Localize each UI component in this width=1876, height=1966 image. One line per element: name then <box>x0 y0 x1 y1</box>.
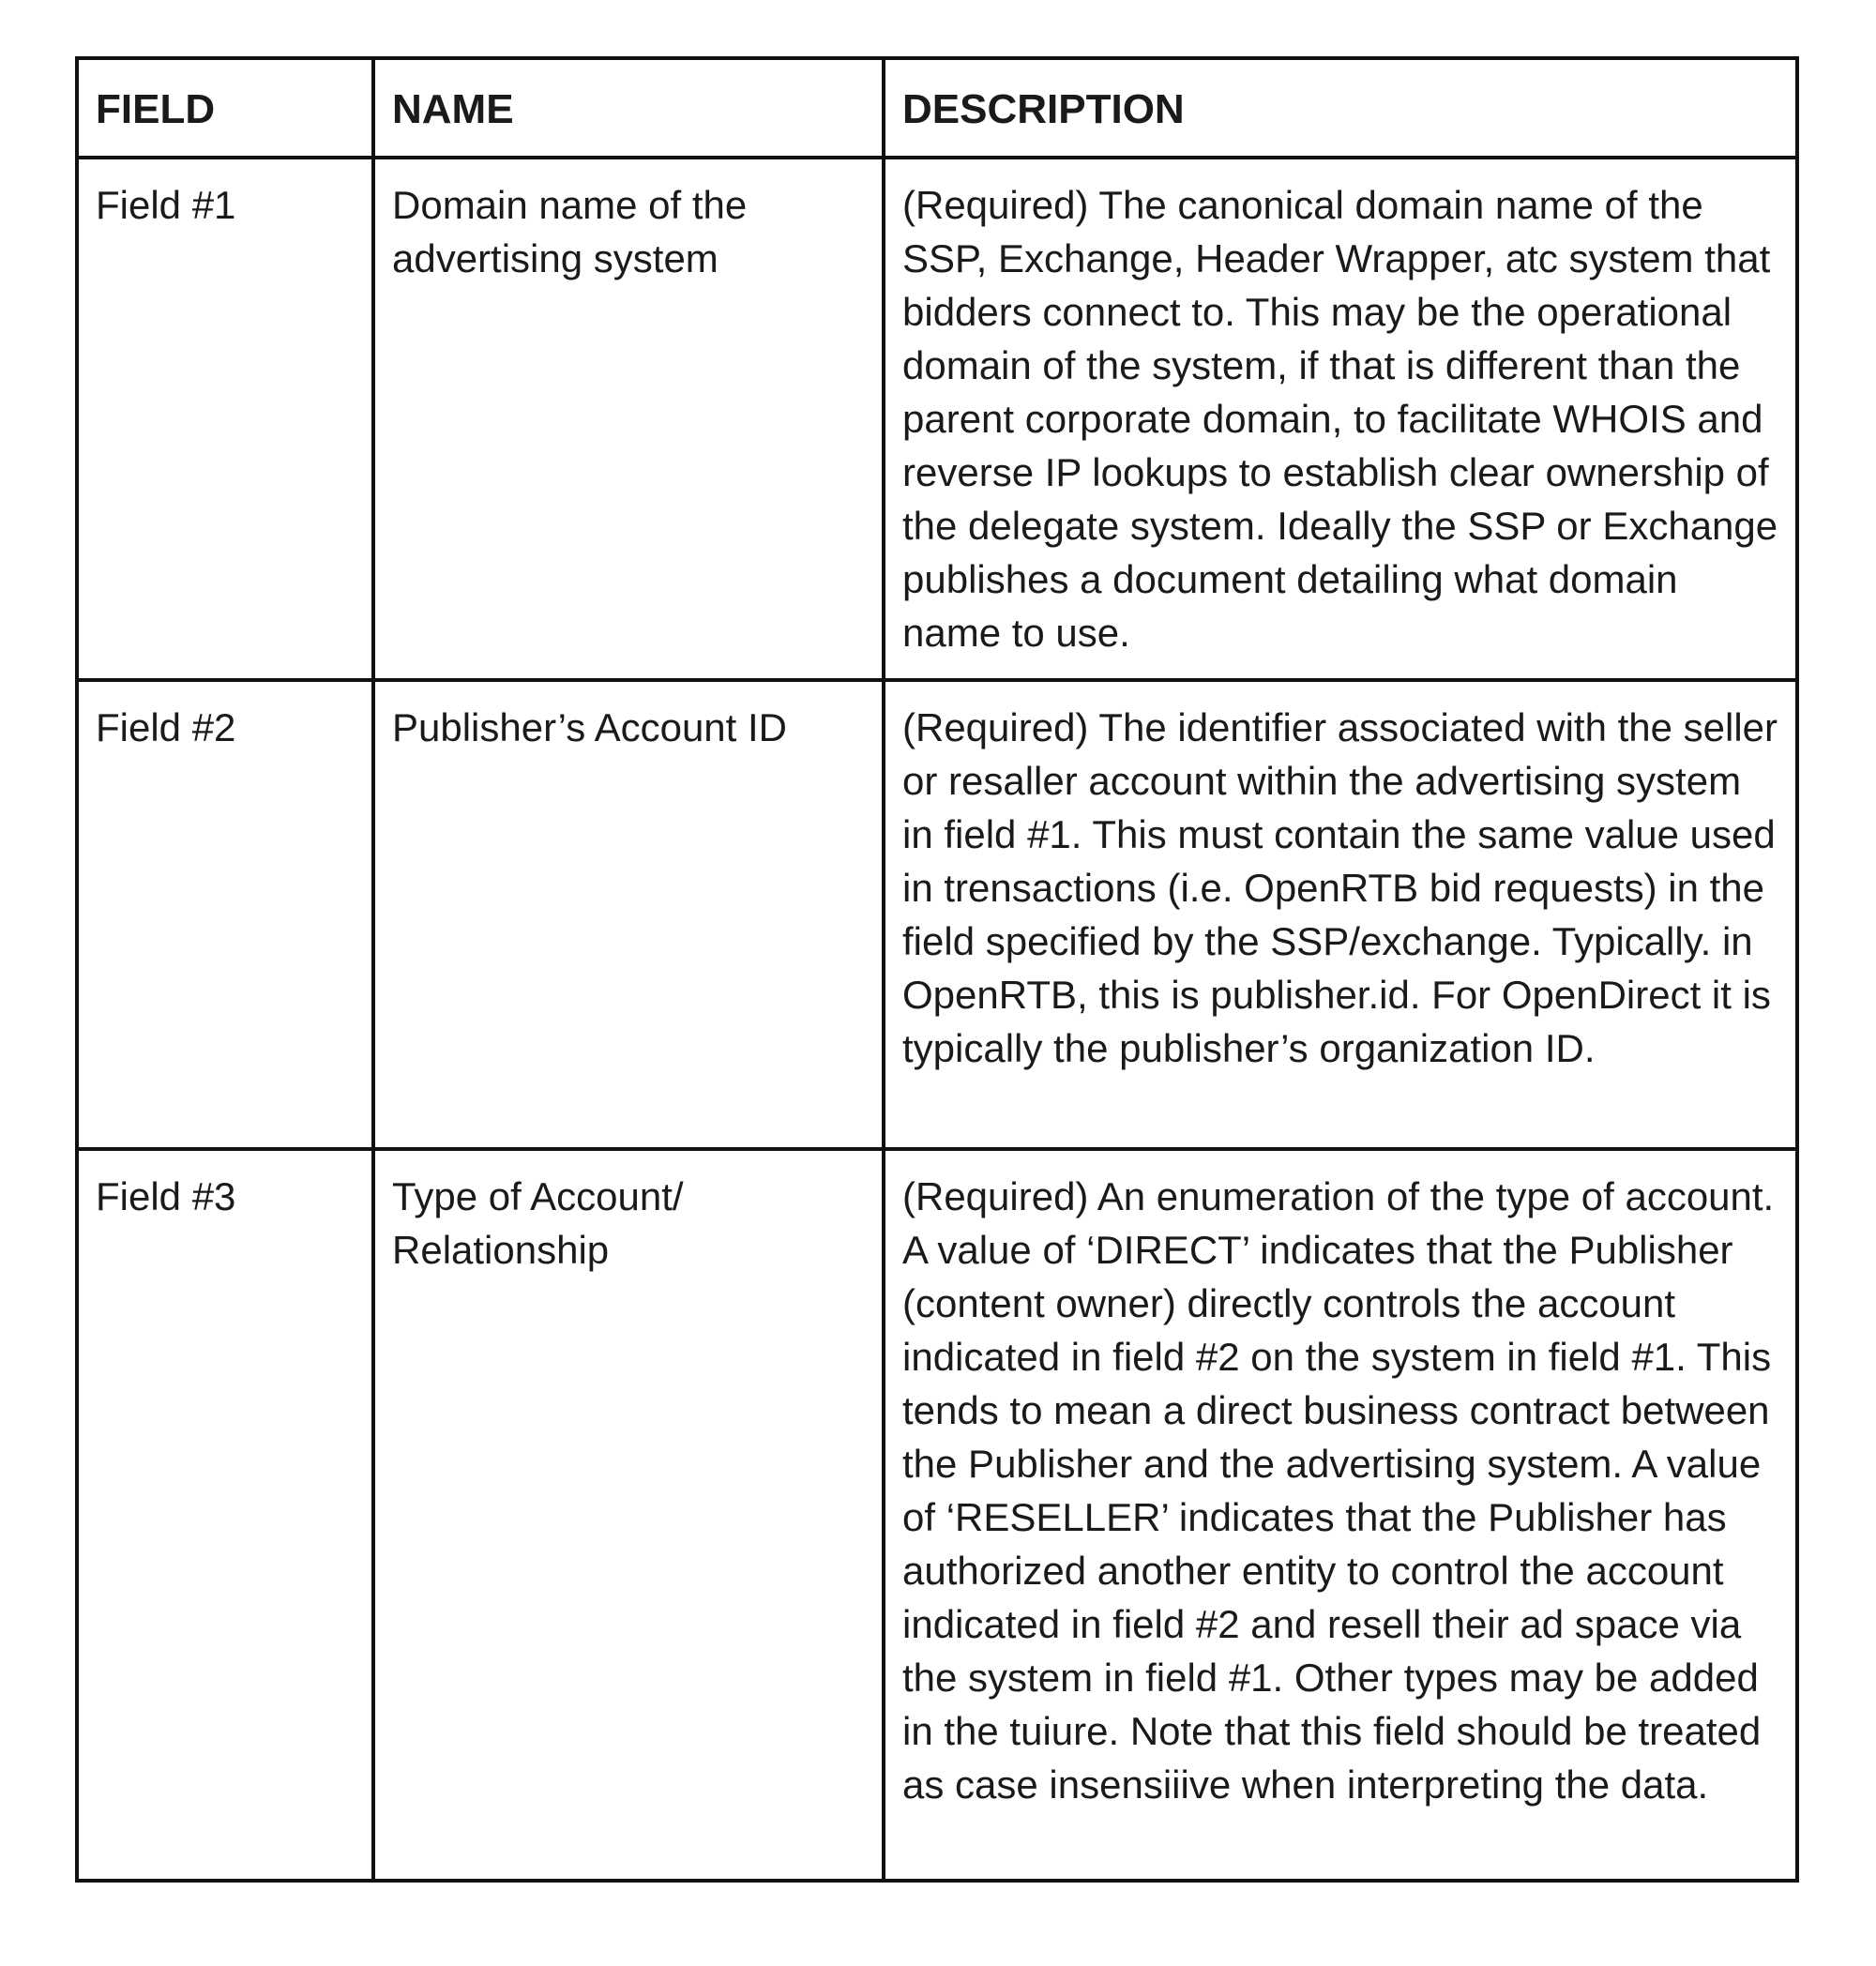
cell-description: (Required) The canonical domain name of the SSP, Exchange, Header Wrapper, atc system that bidders connect to. This may be the operational domain of the system, if that is different than the parent corporate domain, to facilitate WHOIS and reverse IP lookups to establish clear ownership of the delegate system. Ideally the SSP or Exchange publishes a document detailing what domain name to use. <box>884 158 1797 680</box>
cell-name: Type of Account/ Relationship <box>373 1149 884 1881</box>
cell-name: Publisher’s Account ID <box>373 680 884 1149</box>
fields-table <box>75 56 1799 1883</box>
table-row <box>77 158 1797 680</box>
cell-description: (Required) An enumeration of the type of account. A value of ‘DIRECT’ indicates that the Publisher (content owner) directly controls the account indicated in field #2 on the system in field #1. This tends to mean a direct business contract between the Publisher and the advertising system. A value of ‘RESELLER’ indicates that the Publisher has authorized another entity to control the account indicated in field #2 and resell their ad space via the system in field #1. Other types may be added in the tuiure. Note that this field should be treated as case insensiiive when interpreting the data. <box>884 1149 1797 1881</box>
cell-description: (Required) The identifier associated with the seller or resaller account within the advertising system in field #1. This must contain the same value used in trensactions (i.e. OpenRTB bid requests) in the field specified by the SSP/exchange. Typically. in OpenRTB, this is publisher.id. For OpenDirect it is typically the publisher’s organization ID. <box>884 680 1797 1149</box>
header-field: FIELD <box>77 58 373 158</box>
table-row <box>77 680 1797 1149</box>
cell-name: Domain name of the advertising system <box>373 158 884 680</box>
table-row <box>77 1149 1797 1881</box>
header-name: NAME <box>373 58 884 158</box>
header-description: DESCRIPTION <box>884 58 1797 158</box>
cell-field: Field #1 <box>77 158 373 680</box>
cell-field: Field #3 <box>77 1149 373 1881</box>
cell-field: Field #2 <box>77 680 373 1149</box>
table-header-row <box>77 58 1797 158</box>
